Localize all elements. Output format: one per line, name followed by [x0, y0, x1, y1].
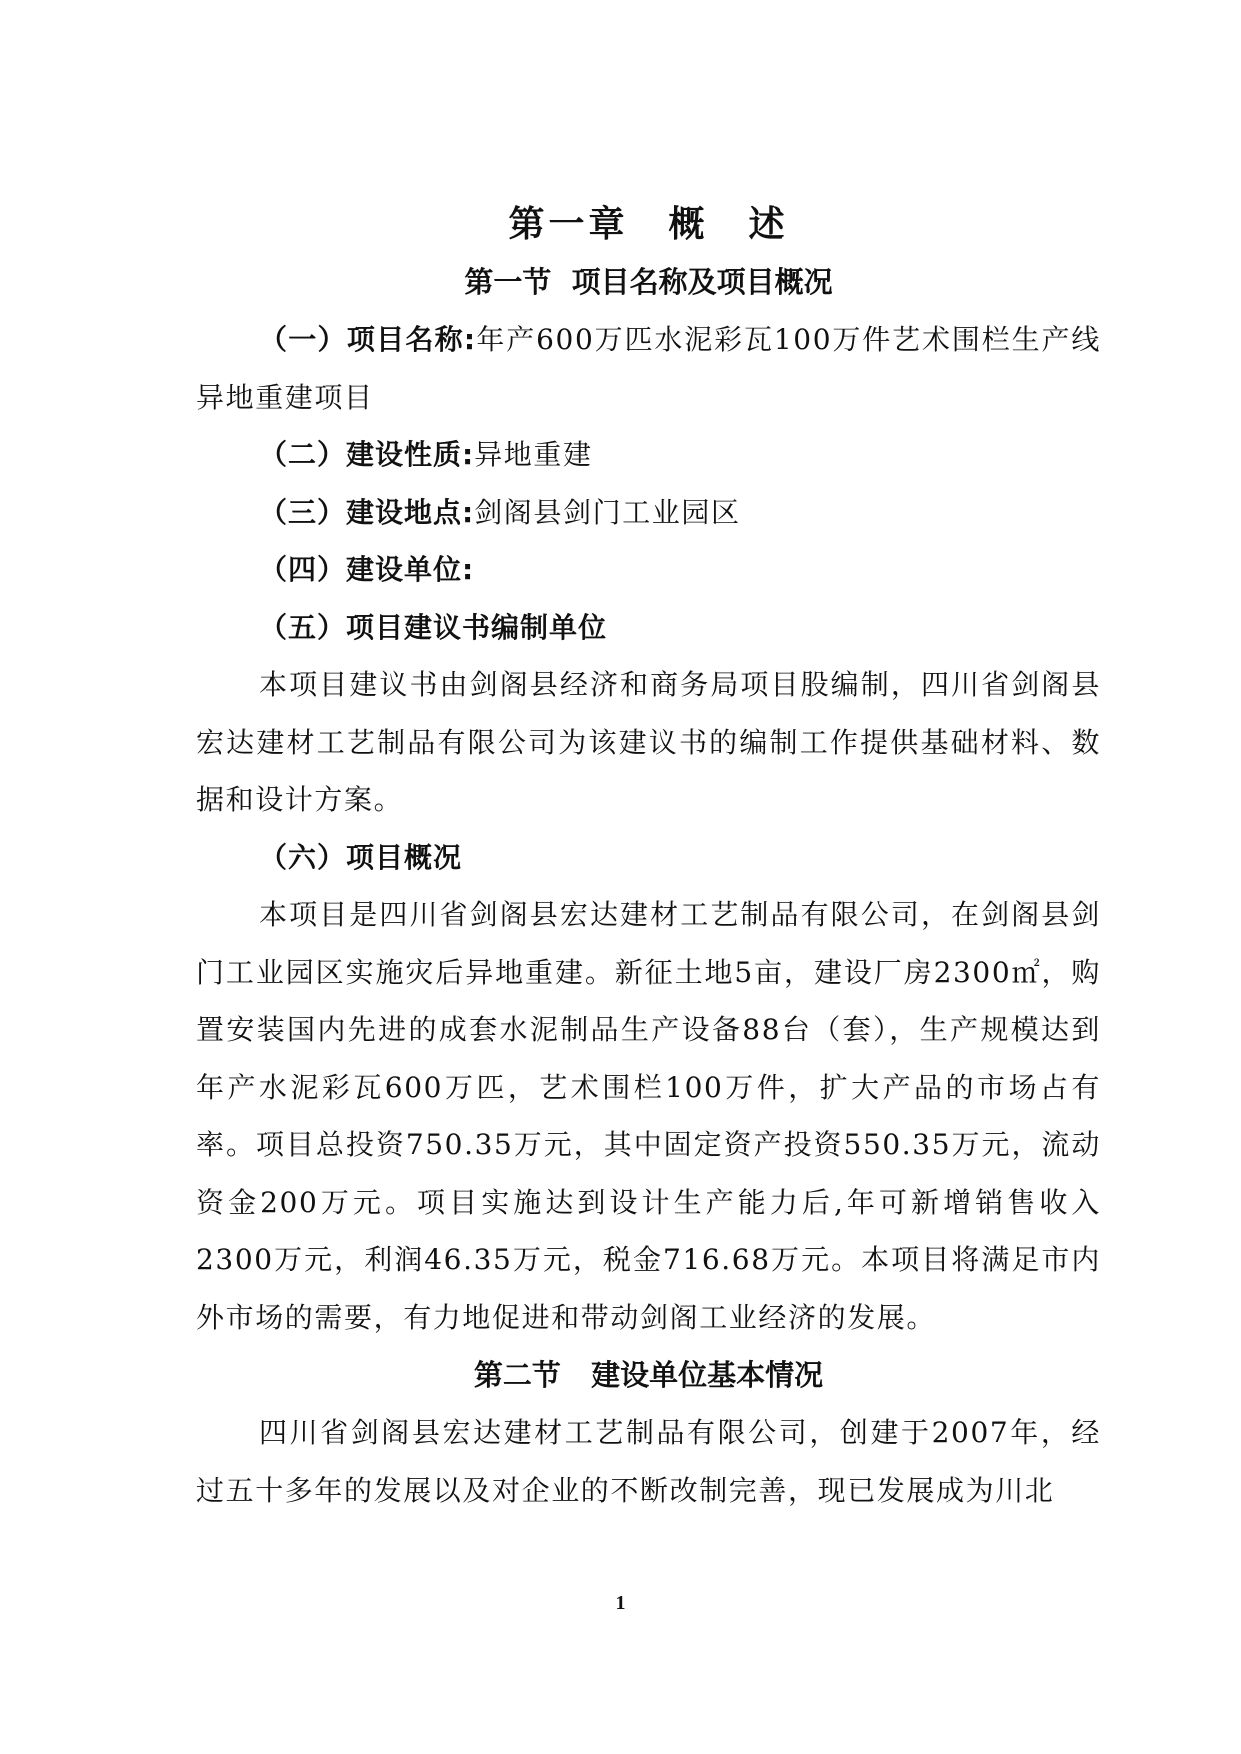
chapter-title: 第一章 概 述: [508, 204, 789, 245]
page-content: [196, 197, 1101, 1519]
item-value: 剑阁县剑门工业园区: [474, 495, 741, 529]
section-title-2: 第二节 建设单位基本情况: [473, 1358, 824, 1392]
item-label: （一）项目名称:: [259, 323, 477, 356]
item-label: （五）项目建议书编制单位: [259, 610, 608, 644]
item-label: （三）建设地点:: [259, 495, 475, 529]
item-label: （二）建设性质:: [259, 438, 475, 471]
overview-heading: （六）项目概况: [259, 840, 463, 874]
company-paragraph: 四川省剑阁县宏达建材工艺制品有限公司，创建于2007年，经过五十多年的发展以及对企业的不断改制完善，现已发展成为川北: [196, 1416, 1101, 1507]
item-construction-nature: [196, 426, 1101, 484]
item-value: 异地重建: [474, 438, 593, 471]
item-project-name: [196, 311, 1101, 426]
preparer-paragraph: 本项目建议书由剑阁县经济和商务局项目股编制，四川省剑阁县宏达建材工艺制品有限公司为该建议书的编制工作提供基础材料、数据和设计方案。: [196, 668, 1101, 816]
overview-paragraph: 本项目是四川省剑阁县宏达建材工艺制品有限公司，在剑阁县剑门工业园区实施灾后异地重建。新征土地5亩，建设厂房2300㎡，购置安装国内先进的成套水泥制品生产设备88台（套），生产规模达到年产水泥彩瓦600万匹，艺术围栏100万件，扩大产品的市场占有率。项目总投资750.35万元，其中固定资产投资550.35万元，流动资金200万元。项目实施达到设计生产能力后,年可新增销售收入2300万元，利润46.35万元，税金716.68万元。本项目将满足市内外市场的需要，有力地促进和带动剑阁工业经济的发展。: [196, 898, 1101, 1334]
item-construction-unit: [196, 541, 1101, 599]
section-title-1: 第一节 项目名称及项目概况: [464, 265, 833, 299]
item-construction-site: [196, 484, 1101, 542]
item-label: （四）建设单位:: [259, 553, 475, 586]
item-proposal-preparer: [196, 599, 1101, 657]
page-number: 1: [615, 1592, 626, 1614]
item-value: 年产600万匹水泥彩瓦100万件艺术围栏生产线异地重建项目: [196, 323, 1101, 414]
